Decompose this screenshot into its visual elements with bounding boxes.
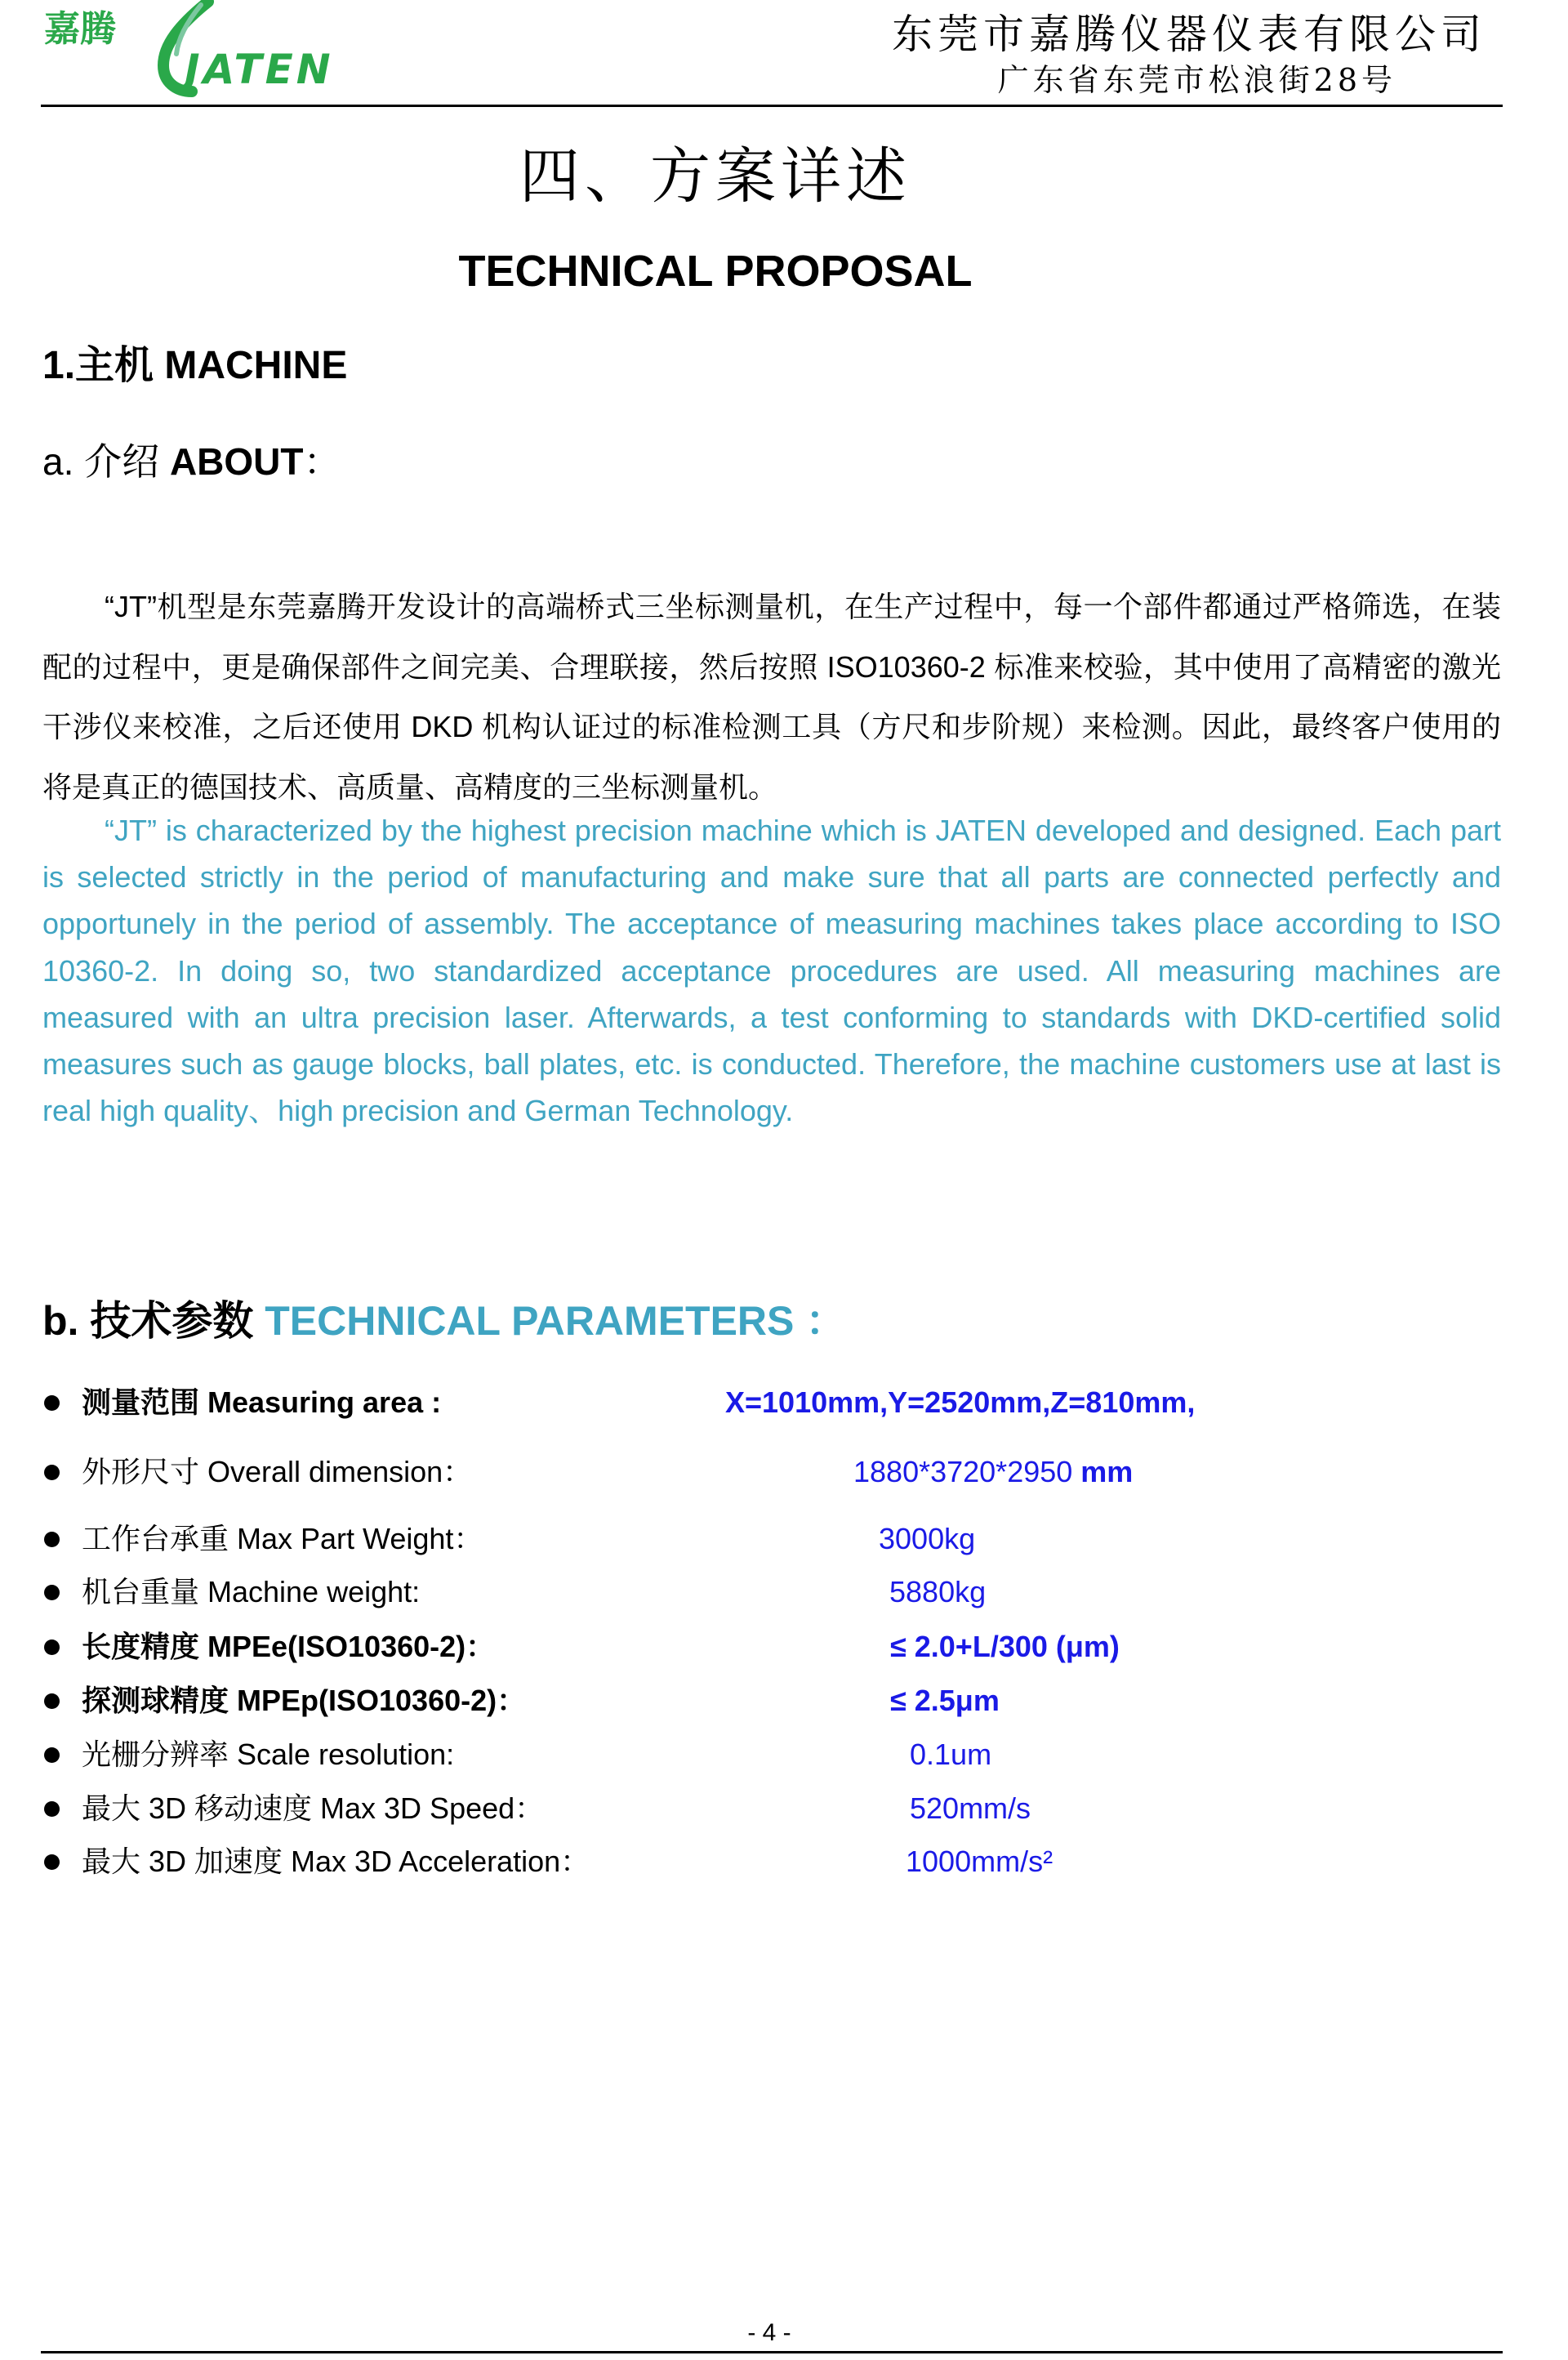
param-mpep [42, 1680, 1431, 1721]
logo-cn-text: 嘉腾 [44, 8, 116, 50]
heading-about-prefix: a. 介绍 [42, 440, 170, 483]
bullet-icon [44, 1801, 60, 1817]
company-address: 广东省东莞市松浪街28号 [997, 62, 1396, 98]
param-measuring-area [42, 1382, 1431, 1423]
about-paragraph-en: “JT” is characterized by the highest precision machine which is JATEN developed and designed. Each part is selected strictly in the period of manufacturing and make sure that all parts are connected perfectly and opportunely in the period of assembly. The acceptance of measuring machines takes place according to ISO 10360-2. In doing so, two standardized acceptance procedures are used. All measuring machines are measured with an ultra precision laser. Afterwards, a test conforming to standards with DKD-certified solid measures such as gauge blocks, ball plates, etc. is conducted. Therefore, the machine customers use at last is real high quality、high precision and German Technology. [42, 814, 1501, 1128]
param-value: 5880kg [889, 1575, 987, 1608]
param-label: 最大 3D 移动速度 Max 3D Speed： [82, 1791, 545, 1825]
param-label: 测量范围 Measuring area : [82, 1385, 442, 1419]
bullet-icon [44, 1532, 60, 1547]
param-max-part-weight [42, 1519, 1431, 1559]
heading-machine: 1.主机 MACHINE [42, 344, 348, 387]
param-value: 0.1um [910, 1738, 992, 1771]
param-label: 工作台承重 Max Part Weight： [82, 1522, 483, 1555]
param-value-unit: mm [1072, 1455, 1134, 1488]
jaten-logo-icon [41, 0, 334, 96]
logo-en-text: JATEN [185, 46, 334, 93]
heading-parameters-prefix: b. 技术参数 [42, 1298, 265, 1344]
param-label: 长度精度 MPEe(ISO10360-2)： [82, 1630, 496, 1663]
company-info [892, 8, 1486, 100]
param-value: 520mm/s [910, 1791, 1031, 1825]
param-overall-dimension [42, 1452, 1431, 1492]
param-label: 外形尺寸 Overall dimension： [82, 1455, 473, 1488]
company-logo [41, 0, 334, 96]
bullet-icon [44, 1585, 60, 1600]
param-scale-resolution [42, 1734, 1431, 1775]
param-value: ≤ 2.0+L/300 (μm) [890, 1630, 1120, 1663]
section-title-en: TECHNICAL PROPOSAL [458, 247, 973, 296]
bullet-icon [44, 1640, 60, 1655]
company-name: 东莞市嘉腾仪器仪表有限公司 [892, 11, 1486, 58]
param-value [853, 1452, 1133, 1492]
param-max-3d-speed [42, 1788, 1431, 1829]
heading-about-en: ABOUT [169, 440, 304, 483]
param-label: 最大 3D 加速度 Max 3D Acceleration： [82, 1845, 590, 1878]
param-value: 1000mm/s² [906, 1845, 1054, 1878]
param-machine-weight [42, 1572, 1431, 1613]
param-value: X=1010mm,Y=2520mm,Z=810mm, [725, 1385, 1196, 1419]
bullet-icon [44, 1395, 60, 1411]
bullet-icon [44, 1854, 60, 1870]
param-value: 3000kg [879, 1522, 976, 1555]
section-title-cn: 四、方案详述 [519, 142, 911, 210]
param-mpee [42, 1626, 1431, 1667]
param-label: 光栅分辨率 Scale resolution: [82, 1738, 455, 1771]
page-number: - 4 - [747, 2319, 791, 2346]
param-max-3d-acceleration [42, 1841, 1431, 1882]
heading-parameters-en: TECHNICAL PARAMETERS ： [265, 1298, 847, 1344]
header-divider [41, 105, 1503, 107]
param-value-number: 1880*3720*2950 [853, 1455, 1073, 1488]
heading-about-suffix: ： [303, 440, 341, 483]
bullet-icon [44, 1747, 60, 1763]
bullet-icon [44, 1465, 60, 1480]
heading-parameters [42, 1294, 846, 1348]
param-label: 机台重量 Machine weight: [82, 1575, 421, 1608]
heading-about [42, 436, 341, 487]
footer-divider [41, 2351, 1503, 2353]
about-paragraph-cn: “JT”机型是东莞嘉腾开发设计的高端桥式三坐标测量机，在生产过程中，每一个部件都通过严格筛选，在装配的过程中，更是确保部件之间完美、合理联接，然后按照 ISO10360-2 标准来校验，其中使用了高精密的激光干涉仪来校准，之后还使用 DKD 机构认证过的标准检测工具（方尺和步阶规）来检测。因此，最终客户使用的将是真正的德国技术、高质量、高精度的三坐标测量机。 [42, 590, 1501, 804]
bullet-icon [44, 1693, 60, 1709]
param-label: 探测球精度 MPEp(ISO10360-2)： [82, 1684, 527, 1717]
param-value: ≤ 2.5μm [890, 1684, 1000, 1717]
